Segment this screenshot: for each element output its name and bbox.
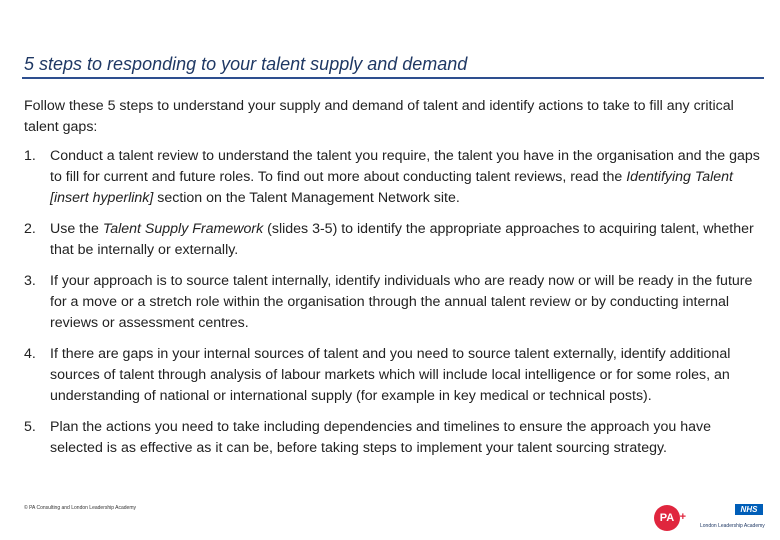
step-text: If your approach is to source talent internally, identify individuals who are ready now or will be ready in the future for a move or a stretch role within the organisation through the annual talent review or by conducting internal reviews or assessment centres. [50,273,753,331]
list-item [24,219,764,261]
pa-logo [654,505,686,531]
step-number: 5. [24,419,36,435]
intro-paragraph: Follow these 5 steps to understand your supply and demand of talent and identify actions to take to fill any critical talent gaps: [24,98,734,135]
identifying-talent-link[interactable]: Identifying Talent [insert hyperlink] [50,169,733,206]
step-text: If there are gaps in your internal sources of talent and you need to source talent externally, identify additional sources of talent through analysis of labour markets which will include local intelligence or for some roles, an understanding of national or international supply (for example in key medical or technical posts). [50,346,731,404]
pa-logo-text: PA [659,512,675,524]
nhs-logo: NHS [735,504,763,515]
step-text [50,146,764,209]
step-text-part: section on the Talent Management Network site. [153,190,460,206]
step-number: 4. [24,346,36,362]
step-text-part: (slides 3-5) to identify the appropriate approaches to acquiring talent, whether that be internally or externally. [50,221,754,258]
talent-supply-framework-ref: Talent Supply Framework [102,221,264,237]
step-text [50,219,764,261]
step-number: 1. [24,148,36,164]
step-text: Plan the actions you need to take including dependencies and timelines to ensure the approach you have selected is as effective as it can be, before taking steps to implement your talent sourcing strategy. [50,419,711,456]
list-item [24,344,764,407]
steps-list [24,146,764,469]
step-text-part: Conduct a talent review to understand the talent you require, the talent you have in the organisation and the gaps to fill for current and future roles. To find out more about conducting talent reviews, read the [50,148,760,185]
title-divider [22,77,764,79]
page-title: 5 steps to responding to your talent supply and demand [24,54,468,74]
list-item [24,271,764,334]
london-leadership-academy-label: London Leadership Academy [700,523,765,529]
step-text-part: Use the [50,221,103,237]
plus-icon: + [679,511,686,523]
list-item [24,146,764,209]
copyright-note: © PA Consulting and London Leadership Academy [24,505,137,511]
step-number: 3. [24,273,36,289]
list-item [24,417,764,459]
step-number: 2. [24,221,36,237]
